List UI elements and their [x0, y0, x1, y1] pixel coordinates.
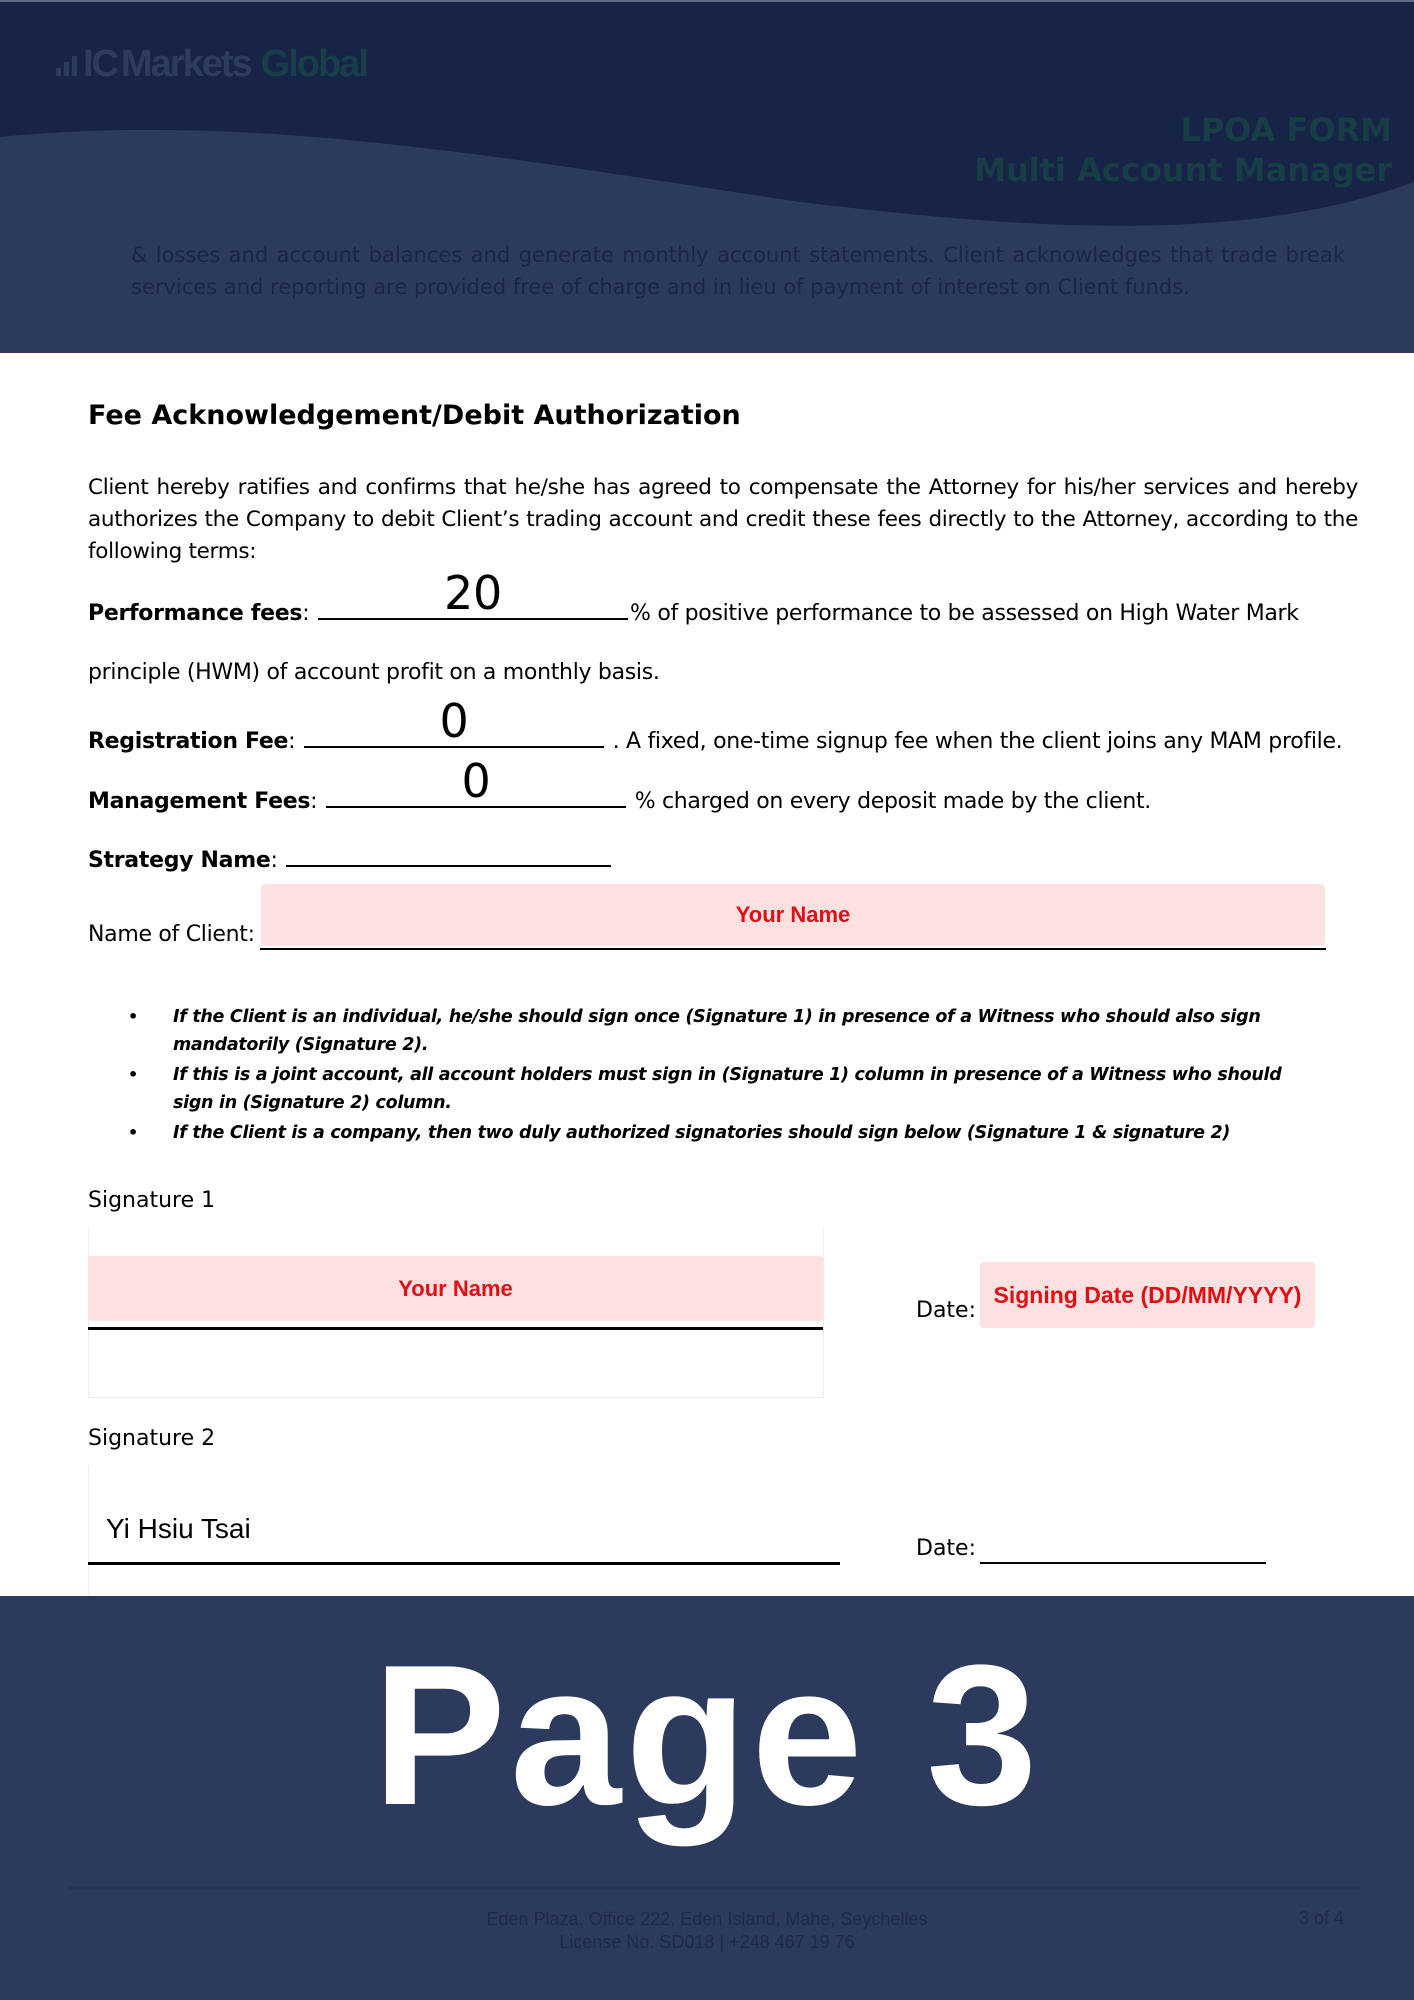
signature2-date-field[interactable] — [980, 1562, 1266, 1564]
management-fee-value: 0 — [461, 754, 491, 808]
section-title: Fee Acknowledgement/Debit Authorization — [88, 400, 741, 431]
company-logo — [56, 44, 367, 84]
performance-fee-continuation-row — [88, 658, 660, 688]
performance-fee-value: 20 — [444, 566, 502, 620]
strategy-name-field[interactable] — [286, 843, 611, 867]
management-fee-field[interactable] — [326, 754, 626, 808]
instruction-item: • If the Client is a company, then two duly authorized signatories should sign below (Signature 1 & signature 2) — [128, 1119, 1288, 1147]
performance-fee-row: Performance fees: 20 % of positive performance to be assessed on High Water Mark — [88, 566, 1299, 626]
instruction-item: • If this is a joint account, all account holders must sign in (Signature 1) column in presence of a Witness who should sign in (Signature 2) column. — [128, 1061, 1288, 1117]
performance-fee-label: Performance fees — [88, 601, 303, 626]
logo-text-markets: Markets — [121, 42, 251, 85]
form-title-line2: Multi Account Manager — [974, 151, 1392, 189]
document-footer — [0, 1596, 1414, 2000]
management-fee-row: Management Fees: 0 % charged on every deposit made by the client. — [88, 754, 1151, 814]
form-title-line1: LPOA FORM — [1180, 111, 1392, 149]
performance-fee-suffix: % of positive performance to be assessed on High Water Mark — [630, 601, 1299, 626]
logo-text-ic: IC — [83, 42, 117, 85]
signature2-box-edge — [88, 1466, 89, 1596]
footer-address-line1: Eden Plaza, Office 222, Eden Island, Mahe, Seychelles — [486, 1909, 928, 1929]
registration-fee-label: Registration Fee — [88, 729, 289, 754]
client-name-field[interactable]: Your Name — [261, 884, 1325, 946]
signature1-label: Signature 1 — [88, 1188, 216, 1213]
signature1-line — [88, 1327, 823, 1330]
signing-instructions — [128, 1003, 1288, 1149]
client-name-label: Name of Client: — [88, 922, 255, 947]
logo-bars-icon — [56, 52, 77, 76]
client-name-row — [88, 920, 255, 950]
signature2-typed-name[interactable]: Yi Hsiu Tsai — [106, 1513, 251, 1544]
performance-fee-field[interactable] — [318, 566, 628, 620]
strategy-name-row: Strategy Name: — [88, 843, 613, 876]
logo-text-global: Global — [260, 42, 367, 85]
management-fee-label: Management Fees — [88, 789, 311, 814]
registration-fee-suffix: . A fixed, one-time signup fee when the client joins any MAM profile. — [612, 729, 1343, 754]
intro-paragraph: Client hereby ratifies and confirms that he/she has agreed to compensate the Attorney for his/her services and hereby authorizes the Company to debit Client’s trading account and credit these fees directly to the Attorney, according to the following terms: — [88, 475, 1358, 564]
registration-fee-field[interactable] — [304, 694, 604, 748]
footer-divider — [68, 1886, 1360, 1890]
signature2-line — [88, 1562, 840, 1565]
signature2-date-label: Date: — [916, 1536, 976, 1561]
registration-fee-row: Registration Fee: 0 . A fixed, one-time signup fee when the client joins any MAM profile. — [88, 694, 1343, 754]
signature1-date-label: Date: — [916, 1298, 976, 1323]
form-title — [974, 110, 1392, 190]
strategy-name-label: Strategy Name — [88, 848, 271, 873]
registration-fee-value: 0 — [439, 694, 469, 748]
signature1-name-field[interactable]: Your Name — [88, 1256, 823, 1321]
signature1-date-field[interactable]: Signing Date (DD/MM/YYYY) — [980, 1262, 1315, 1328]
carryover-paragraph: & losses and account balances and generate monthly account statements. Client acknowledges that trade break services and reporting are provided free of charge and in lieu of payment of interest on Client funds. — [131, 243, 1345, 299]
page-indicator: 3 of 4 — [1298, 1908, 1344, 1928]
management-fee-suffix: % charged on every deposit made by the client. — [634, 789, 1151, 814]
footer-address — [0, 1908, 1414, 1954]
instruction-item: • If the Client is an individual, he/she should sign once (Signature 1) in presence of a Witness who should also sign mandatorily (Signature 2). — [128, 1003, 1288, 1059]
performance-fee-continuation: principle (HWM) of account profit on a monthly basis. — [88, 660, 660, 685]
footer-address-line2: License No. SD018 | +248 467 19 76 — [559, 1932, 855, 1952]
page-stamp: Page 3 — [372, 1624, 1042, 1847]
document-header — [0, 0, 1414, 353]
signature2-label: Signature 2 — [88, 1426, 216, 1451]
client-name-underline — [260, 948, 1326, 950]
